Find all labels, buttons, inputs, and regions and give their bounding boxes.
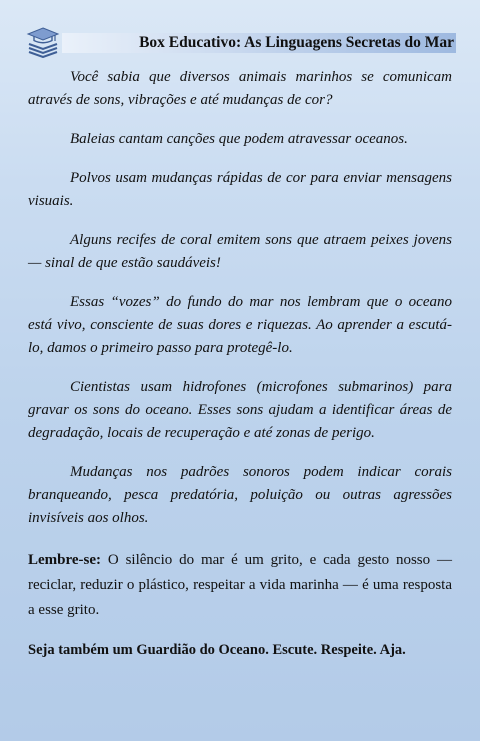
paragraph-octopus: Polvos usam mudanças rápidas de cor para enviar mensagens visuais. (28, 170, 452, 209)
paragraph-coral-reefs: Alguns recifes de coral emitem sons que atraem peixes jovens — sinal de que estão saudáveis! (28, 232, 452, 271)
paragraph-sound-patterns: Mudanças nos padrões sonoros podem indicar corais branqueando, pesca predatória, poluição ou outras agressões invisíveis aos olhos. (28, 464, 452, 526)
box-content (28, 66, 452, 661)
reminder-note (28, 548, 452, 623)
reminder-label: Lembre-se: (28, 552, 102, 568)
paragraph-intro: Você sabia que diversos animais marinhos se comunicam através de sons, vibrações e até mudanças de cor? (28, 69, 452, 108)
closing-call-to-action: Seja também um Guardião do Oceano. Escute. Respeite. Aja. (28, 642, 406, 658)
paragraph-ocean-voices: Essas “vozes” do fundo do mar nos lembram que o oceano está vivo, consciente de suas dores e riquezas. Ao aprender a escutá-lo, damos o primeiro passo para protegê-lo. (28, 294, 452, 356)
paragraph-hydrophones: Cientistas usam hidrofones (microfones submarinos) para gravar os sons do oceano. Esses sons ajudam a identificar áreas de degradação, locais de recuperação e até zonas de perigo. (28, 379, 452, 441)
box-title: Box Educativo: As Linguagens Secretas do Mar (139, 34, 454, 51)
reminder-text: O silêncio do mar é um grito, e cada gesto nosso — reciclar, reduzir o plástico, respeitar a vida marinha — é uma resposta a esse grito. (28, 552, 452, 618)
paragraph-whales: Baleias cantam canções que podem atravessar oceanos. (70, 131, 408, 147)
books-stack-icon (26, 26, 60, 58)
box-header (24, 26, 456, 58)
